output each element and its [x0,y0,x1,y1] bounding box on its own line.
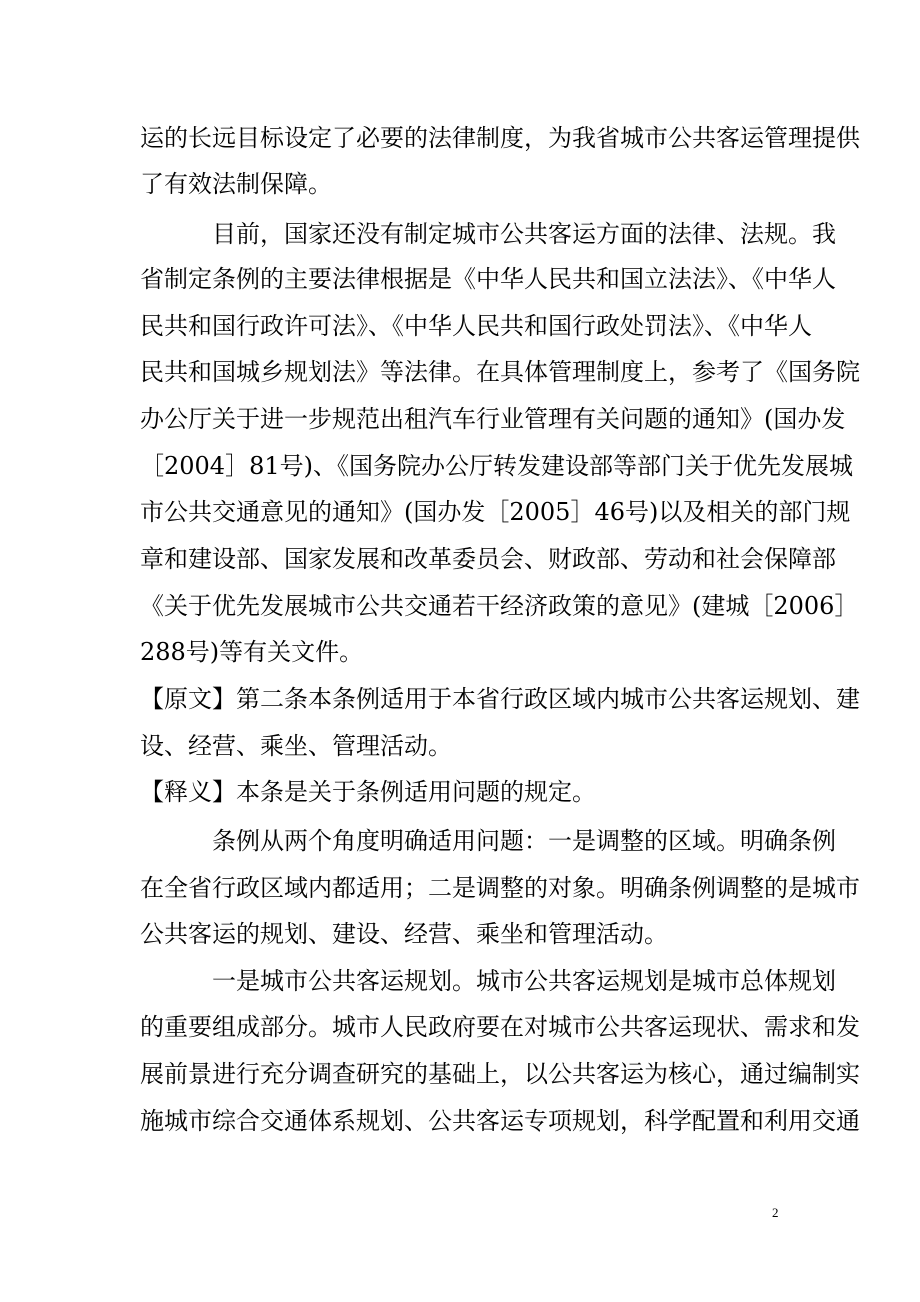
text-line: 目前，国家还没有制定城市公共客运方面的法律、法规。我 [140,220,836,248]
text-line: 288号)等有关文件。 [140,638,364,666]
text-line: 民共和国行政许可法》、《中华人民共和国行政处罚法》、《中华人 [140,312,812,340]
text-line: 民共和国城乡规划法》等法律。在具体管理制度上，参考了《国务院 [140,358,860,386]
text-line: 在全省行政区域内都适用；二是调整的对象。明确条例调整的是城市 [140,874,860,902]
text-line: 一是城市公共客运规划。城市公共客运规划是城市总体规划 [140,967,836,995]
text-line: 办公厅关于进一步规范出租汽车行业管理有关问题的通知》(国办发 [140,405,846,433]
text-line: 了有效法制保障。 [140,170,332,198]
text-line: 【原文】第二条本条例适用于本省行政区域内城市公共客运规划、建 [140,685,860,713]
text-line: ［2004］81号)、《国务院办公厅转发建设部等部门关于优先发展城 [140,452,853,480]
text-line: 章和建设部、国家发展和改革委员会、财政部、劳动和社会保障部 [140,545,836,573]
text-line: 的重要组成部分。城市人民政府要在对城市公共客运现状、需求和发 [140,1013,860,1041]
text-line: 市公共交通意见的通知》(国办发［2005］46号)以及相关的部门规 [140,498,851,526]
text-line: 条例从两个角度明确适用问题：一是调整的区域。明确条例 [140,827,836,855]
page-number: 2 [772,1205,779,1220]
text-line: 施城市综合交通体系规划、公共客运专项规划，科学配置和利用交通 [140,1107,860,1135]
text-line: 展前景进行充分调查研究的基础上，以公共客运为核心，通过编制实 [140,1060,860,1088]
text-line: 运的长远目标设定了必要的法律制度，为我省城市公共客运管理提供 [140,124,860,152]
text-line: 设、经营、乘坐、管理活动。 [140,732,452,760]
text-line: 【释义】本条是关于条例适用问题的规定。 [140,778,596,806]
text-line: 《关于优先发展城市公共交通若干经济政策的意见》(建城［2006］ [140,592,859,620]
text-line: 公共客运的规划、建设、经营、乘坐和管理活动。 [140,920,668,948]
text-line: 省制定条例的主要法律根据是《中华人民共和国立法法》、《中华人 [140,265,836,293]
